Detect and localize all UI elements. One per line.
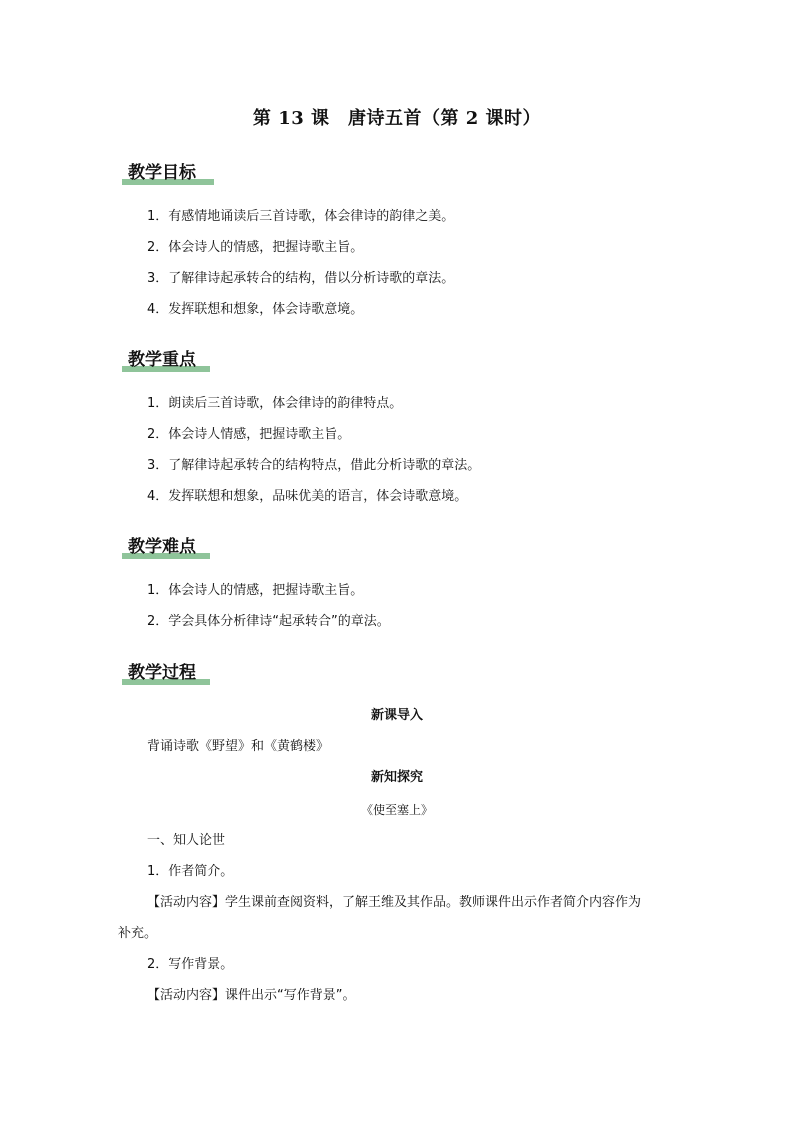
poem-title: 《使至塞上》 (360, 803, 433, 817)
list-item: 1．体会诗人的情感，把握诗歌主旨。 (147, 583, 364, 598)
step-background: 2．写作背景。 (147, 957, 234, 972)
list-item: 3．了解律诗起承转合的结构，借以分析诗歌的章法。 (147, 271, 455, 286)
subheading-explore: 新知探究 (370, 770, 423, 785)
activity-content-2: 【活动内容】课件出示“写作背景”。 (147, 988, 356, 1003)
activity-content-1-cont: 补充。 (118, 926, 158, 941)
list-item: 3．了解律诗起承转合的结构特点，借此分析诗歌的章法。 (147, 458, 481, 473)
subheading-intro: 新课导入 (370, 708, 423, 723)
page-title: 第 13 课 唐诗五首（第 2 课时） (252, 108, 542, 129)
activity-content-1: 【活动内容】学生课前查阅资料，了解王维及其作品。教师课件出示作者简介内容作为 (147, 895, 642, 910)
intro-text: 背诵诗歌《野望》和《黄鹤楼》 (147, 739, 330, 754)
list-item: 2．体会诗人情感，把握诗歌主旨。 (147, 427, 351, 442)
step-author-intro: 1．作者简介。 (147, 864, 234, 879)
section-heading-key-points: 教学重点 (128, 350, 196, 370)
section-heading-process: 教学过程 (128, 663, 196, 683)
list-item: 1．朗读后三首诗歌，体会律诗的韵律特点。 (147, 396, 403, 411)
section-heading-difficulties: 教学难点 (128, 537, 196, 557)
list-item: 2．体会诗人的情感，把握诗歌主旨。 (147, 240, 364, 255)
list-item: 1．有感情地诵读后三首诗歌，体会律诗的韵律之美。 (147, 209, 455, 224)
list-item: 2．学会具体分析律诗“起承转合”的章法。 (147, 614, 390, 629)
list-item: 4．发挥联想和想象，品味优美的语言，体会诗歌意境。 (147, 489, 468, 504)
part-heading: 一、知人论世 (147, 833, 226, 848)
section-heading-objectives: 教学目标 (128, 163, 196, 183)
list-item: 4．发挥联想和想象，体会诗歌意境。 (147, 302, 364, 317)
